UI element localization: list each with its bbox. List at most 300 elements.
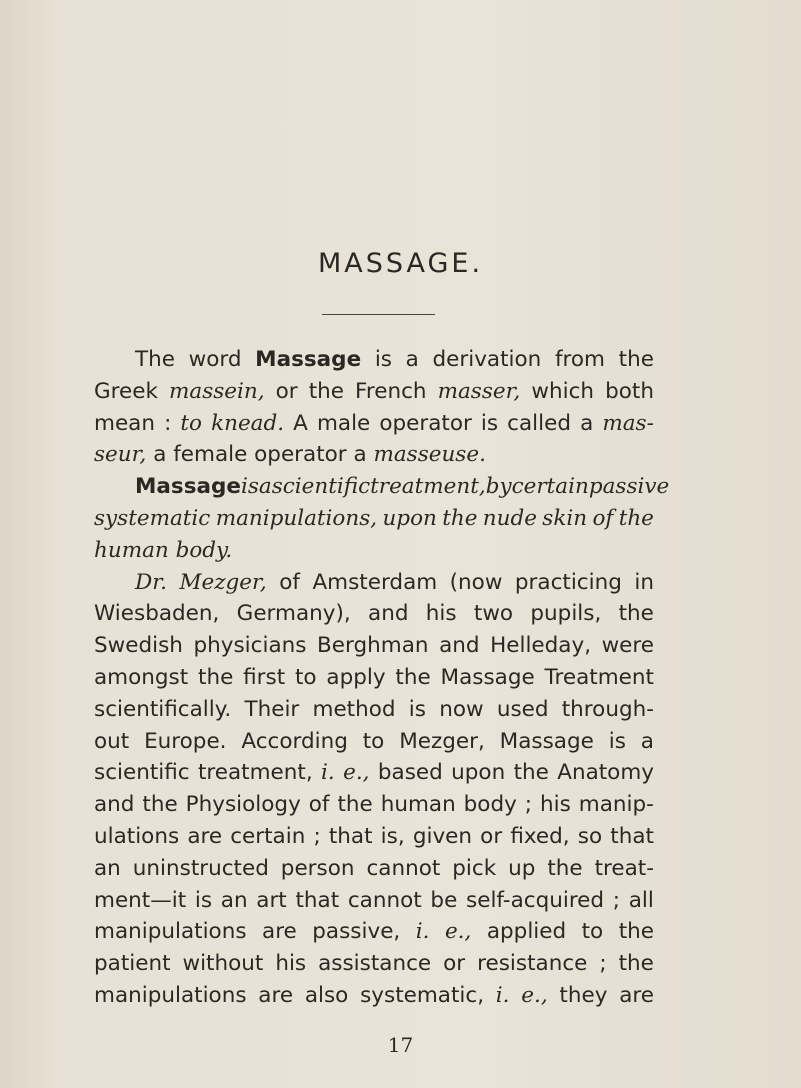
word — [281, 853, 355, 885]
text-line — [94, 789, 654, 821]
word — [180, 408, 202, 440]
word-part: all — [628, 887, 654, 913]
word — [540, 789, 571, 821]
word — [94, 503, 210, 535]
word — [255, 344, 361, 376]
word — [326, 662, 385, 694]
word-part: is — [194, 887, 213, 913]
word — [370, 471, 486, 503]
word-part: self-acquired — [466, 887, 605, 913]
word — [599, 948, 606, 980]
word — [450, 567, 503, 599]
word-part: by — [485, 474, 512, 500]
word — [259, 471, 272, 503]
word — [94, 408, 155, 440]
word — [94, 916, 247, 948]
word-part: patient — [94, 951, 171, 977]
text-line — [94, 630, 654, 662]
word — [94, 757, 190, 789]
word-part: e., — [444, 919, 472, 945]
word-part: passive — [588, 474, 670, 500]
word — [272, 471, 370, 503]
word-part: is, — [380, 824, 405, 849]
word — [193, 630, 306, 662]
word — [133, 853, 269, 885]
word-part: that — [295, 887, 340, 913]
text-line — [94, 948, 654, 980]
word-part: systematic — [94, 506, 211, 531]
word — [641, 726, 654, 758]
word-part: that — [610, 824, 654, 849]
word-part: certain — [511, 474, 589, 500]
word-part: operator — [379, 410, 472, 436]
word — [135, 471, 241, 503]
word-part: manipulations — [94, 983, 247, 1008]
word-part: is — [480, 410, 499, 436]
text-span: masseuse. — [373, 442, 486, 468]
word-part: to — [362, 728, 385, 754]
word-part: (now — [449, 569, 503, 595]
word-part: or — [275, 378, 298, 404]
word — [381, 821, 405, 853]
word — [244, 694, 299, 726]
word — [442, 503, 477, 535]
page-title: MASSAGE. — [317, 248, 484, 279]
word — [164, 408, 171, 440]
word — [243, 662, 285, 694]
word-part: pupils, — [530, 601, 602, 627]
word-part: derivation — [432, 347, 542, 372]
word-part: used — [496, 696, 549, 722]
word — [198, 757, 313, 789]
word-part: cannot — [366, 855, 441, 881]
word-part: masser, — [437, 378, 521, 404]
word-part: ; — [612, 887, 621, 913]
word — [343, 757, 369, 789]
word-part: Dr. — [135, 569, 167, 595]
word-part: the — [513, 760, 549, 786]
word — [497, 694, 549, 726]
word-part: Massage — [255, 347, 362, 372]
word-part: e., — [521, 983, 548, 1008]
word-part: assistance — [318, 951, 432, 977]
word — [216, 503, 377, 535]
word — [486, 471, 512, 503]
word — [241, 471, 259, 503]
word-part: two — [473, 601, 514, 627]
word-part: or — [443, 951, 466, 977]
word — [279, 567, 300, 599]
word-part: uninstructed — [132, 855, 269, 881]
word-part: Massage — [499, 728, 594, 754]
word-part: also — [304, 983, 349, 1008]
word — [94, 598, 219, 630]
text-line — [94, 535, 654, 567]
word — [452, 853, 496, 885]
word-part: the — [618, 347, 654, 372]
word — [416, 916, 430, 948]
word — [439, 630, 479, 662]
word — [451, 757, 505, 789]
word — [360, 980, 484, 1012]
word — [409, 694, 426, 726]
word — [477, 948, 587, 980]
word — [433, 344, 542, 376]
word — [483, 503, 537, 535]
word — [439, 694, 483, 726]
word — [94, 885, 186, 917]
word — [309, 789, 330, 821]
title-rule — [322, 314, 435, 315]
word-part: resistance — [477, 951, 588, 977]
word-part: of — [592, 506, 614, 531]
word — [510, 821, 569, 853]
word-part: his — [425, 601, 457, 627]
word — [258, 980, 293, 1012]
word-part: treatment, — [197, 760, 313, 786]
word-part: and — [439, 633, 480, 659]
word — [378, 757, 443, 789]
word-part: first — [243, 665, 286, 690]
word-part: manipulations, — [215, 506, 378, 531]
word-part: Germany), — [236, 601, 351, 627]
word — [474, 598, 513, 630]
word — [507, 408, 571, 440]
word — [438, 376, 521, 408]
word — [337, 789, 372, 821]
word-part: is — [408, 696, 426, 722]
word-part: the — [395, 665, 431, 690]
word-part: Greek — [94, 378, 158, 404]
word — [256, 885, 286, 917]
text-line — [94, 853, 654, 885]
word — [525, 789, 532, 821]
word-part: certain — [230, 824, 306, 849]
word-part: they — [559, 983, 608, 1008]
word-part: based — [377, 760, 443, 786]
word — [94, 980, 247, 1012]
word — [602, 630, 654, 662]
word-part: are — [619, 983, 654, 1008]
text-line — [94, 980, 654, 1012]
word-part: Mezger, — [399, 728, 485, 754]
word-part: Treatment — [544, 665, 654, 690]
word-part: ; — [599, 951, 607, 977]
word — [135, 567, 167, 599]
word-part: passive, — [312, 919, 401, 945]
word-part: Europe. — [144, 728, 227, 754]
word — [508, 853, 535, 885]
word-part: be — [430, 887, 458, 913]
word — [530, 598, 601, 630]
word — [363, 726, 385, 758]
word — [195, 885, 212, 917]
word-part: Swedish — [94, 633, 183, 659]
word-part: and — [94, 792, 135, 818]
word-part: his — [540, 792, 571, 818]
word-part: the — [618, 951, 654, 977]
word-part: body — [463, 792, 517, 818]
word-part: his — [275, 951, 307, 977]
word — [500, 726, 594, 758]
word-part: upon — [451, 760, 506, 786]
word — [589, 471, 669, 503]
word-part: upon — [382, 506, 437, 531]
word-part: Amsterdam — [312, 569, 438, 595]
word-part: male — [316, 410, 371, 436]
word — [305, 980, 349, 1012]
word — [547, 853, 582, 885]
word — [579, 789, 654, 821]
word — [605, 376, 654, 408]
word-part: to — [294, 665, 317, 690]
word-part: the — [337, 792, 373, 818]
word — [557, 757, 654, 789]
word — [94, 376, 158, 408]
word-part: both — [605, 378, 654, 404]
text-line — [94, 662, 654, 694]
word — [94, 694, 231, 726]
word-part: a — [640, 728, 654, 754]
word-part: scientific — [94, 760, 190, 786]
word-part: given — [412, 824, 473, 849]
word — [562, 694, 654, 726]
word-part: practicing — [514, 569, 622, 595]
word — [183, 948, 264, 980]
word — [512, 471, 589, 503]
word-part: manip- — [578, 792, 654, 818]
word — [441, 662, 535, 694]
word — [241, 726, 347, 758]
word — [595, 853, 654, 885]
word-part: Anatomy — [557, 760, 654, 786]
word — [487, 916, 566, 948]
word-part: The — [135, 347, 175, 372]
word — [634, 567, 654, 599]
word-part: is — [608, 728, 626, 754]
word — [379, 408, 471, 440]
word — [237, 598, 351, 630]
word-part: and — [368, 601, 409, 627]
word-part: Physiology — [185, 792, 301, 818]
word — [144, 726, 226, 758]
text-line — [94, 598, 654, 630]
word — [94, 853, 121, 885]
text-line — [94, 885, 654, 917]
word — [545, 662, 654, 694]
word-part: i. — [495, 983, 510, 1008]
word — [531, 376, 594, 408]
text-line — [94, 408, 654, 440]
word-part: the — [198, 665, 234, 690]
word-part: Massage — [135, 474, 241, 500]
word — [629, 885, 654, 917]
word — [142, 789, 177, 821]
word — [329, 821, 373, 853]
word — [186, 789, 301, 821]
word-part: a — [580, 410, 594, 436]
word — [445, 916, 471, 948]
word-part: so — [577, 824, 603, 849]
word-part: the — [442, 506, 478, 531]
word — [464, 789, 517, 821]
word-part: were — [601, 633, 654, 659]
word-part: amongst — [94, 665, 189, 690]
word-part: ; — [524, 792, 533, 818]
word — [514, 757, 549, 789]
word-part: nude — [482, 506, 537, 531]
word — [619, 503, 654, 535]
word — [578, 821, 602, 853]
word-part: ment—it — [94, 887, 187, 913]
word — [366, 853, 440, 885]
word-part: to — [180, 410, 202, 436]
word — [592, 503, 613, 535]
word — [355, 376, 426, 408]
word-part: cannot — [347, 887, 422, 913]
word — [94, 821, 179, 853]
word-part: e., — [343, 760, 370, 786]
word-part: an — [220, 887, 248, 913]
text-line — [94, 821, 654, 853]
word — [313, 821, 320, 853]
word-part: person — [280, 855, 355, 881]
word — [480, 821, 502, 853]
text-span: seur, — [94, 442, 147, 468]
word — [382, 503, 436, 535]
word — [135, 344, 175, 376]
word — [515, 567, 622, 599]
word — [619, 916, 654, 948]
word-part: are — [262, 919, 297, 945]
word-part: method — [312, 696, 396, 722]
word-part: scientifically. — [94, 696, 232, 722]
word-part: an — [94, 855, 121, 881]
text-line — [135, 344, 654, 376]
word — [542, 503, 587, 535]
word — [490, 630, 591, 662]
text-span: a female operator a — [146, 442, 374, 468]
word — [293, 408, 308, 440]
word — [619, 344, 654, 376]
word — [317, 408, 370, 440]
word — [187, 821, 222, 853]
word-part: in — [634, 569, 654, 595]
text-line — [94, 439, 654, 471]
word — [609, 726, 626, 758]
word — [496, 980, 510, 1012]
word-part: Mezger, — [179, 569, 267, 595]
word-part: that — [328, 824, 373, 849]
word — [406, 344, 419, 376]
word — [313, 694, 396, 726]
word-part: the — [618, 601, 654, 627]
word-part: through- — [561, 696, 654, 722]
word — [276, 376, 298, 408]
word — [619, 948, 654, 980]
word — [317, 630, 428, 662]
word — [309, 376, 344, 408]
word-part: word — [188, 347, 242, 372]
text-line — [135, 471, 670, 503]
word-part: ulations — [94, 824, 180, 849]
word — [395, 662, 430, 694]
word — [375, 344, 392, 376]
word — [230, 821, 305, 853]
word-part: knead. — [211, 410, 285, 436]
word-part: apply — [326, 665, 386, 690]
word-part: pick — [452, 855, 497, 881]
word — [399, 726, 485, 758]
word — [94, 789, 134, 821]
word — [94, 630, 183, 662]
word — [189, 344, 242, 376]
text-line — [135, 567, 654, 599]
word-part: now — [439, 696, 484, 722]
text-line — [94, 503, 654, 535]
word-part: the — [547, 855, 583, 881]
word — [295, 885, 339, 917]
word — [555, 344, 605, 376]
word — [443, 948, 465, 980]
word-part: mean — [94, 410, 155, 436]
word-part: : — [164, 410, 172, 436]
word-part: fixed, — [510, 824, 570, 849]
word — [619, 980, 654, 1012]
word — [582, 916, 604, 948]
word — [559, 980, 607, 1012]
word-part: French — [355, 378, 427, 404]
word — [275, 948, 306, 980]
word-part: of — [279, 569, 300, 595]
word — [619, 598, 654, 630]
word-part: mas- — [602, 410, 654, 436]
word — [413, 821, 472, 853]
word-part: are — [258, 983, 294, 1008]
word-part: treatment, — [370, 474, 486, 500]
word — [312, 567, 437, 599]
word-part: up — [508, 855, 536, 881]
word — [318, 948, 431, 980]
word-part: or — [480, 824, 503, 849]
word — [179, 567, 266, 599]
word-part: from — [554, 347, 605, 372]
word-part: to — [581, 919, 604, 945]
word — [295, 662, 317, 694]
word — [430, 885, 457, 917]
word-part: physicians — [193, 633, 307, 659]
word-part: the — [142, 792, 178, 818]
word-part: A — [293, 410, 308, 436]
word — [580, 408, 593, 440]
word-part: is — [240, 474, 259, 500]
word-part: i. — [321, 760, 335, 786]
word-part: Helleday, — [490, 633, 592, 659]
word-part: are — [187, 824, 223, 849]
word — [381, 789, 456, 821]
word-part: scientific — [271, 474, 371, 500]
word — [481, 408, 498, 440]
word-part: a — [258, 474, 272, 500]
word-part: skin — [542, 506, 588, 531]
word — [169, 376, 265, 408]
word-part: Their — [244, 696, 300, 722]
word — [198, 662, 233, 694]
text-line — [94, 726, 654, 758]
word-part: systematic, — [360, 983, 485, 1008]
word-part: treat- — [594, 855, 654, 881]
word-part: without — [182, 951, 264, 977]
